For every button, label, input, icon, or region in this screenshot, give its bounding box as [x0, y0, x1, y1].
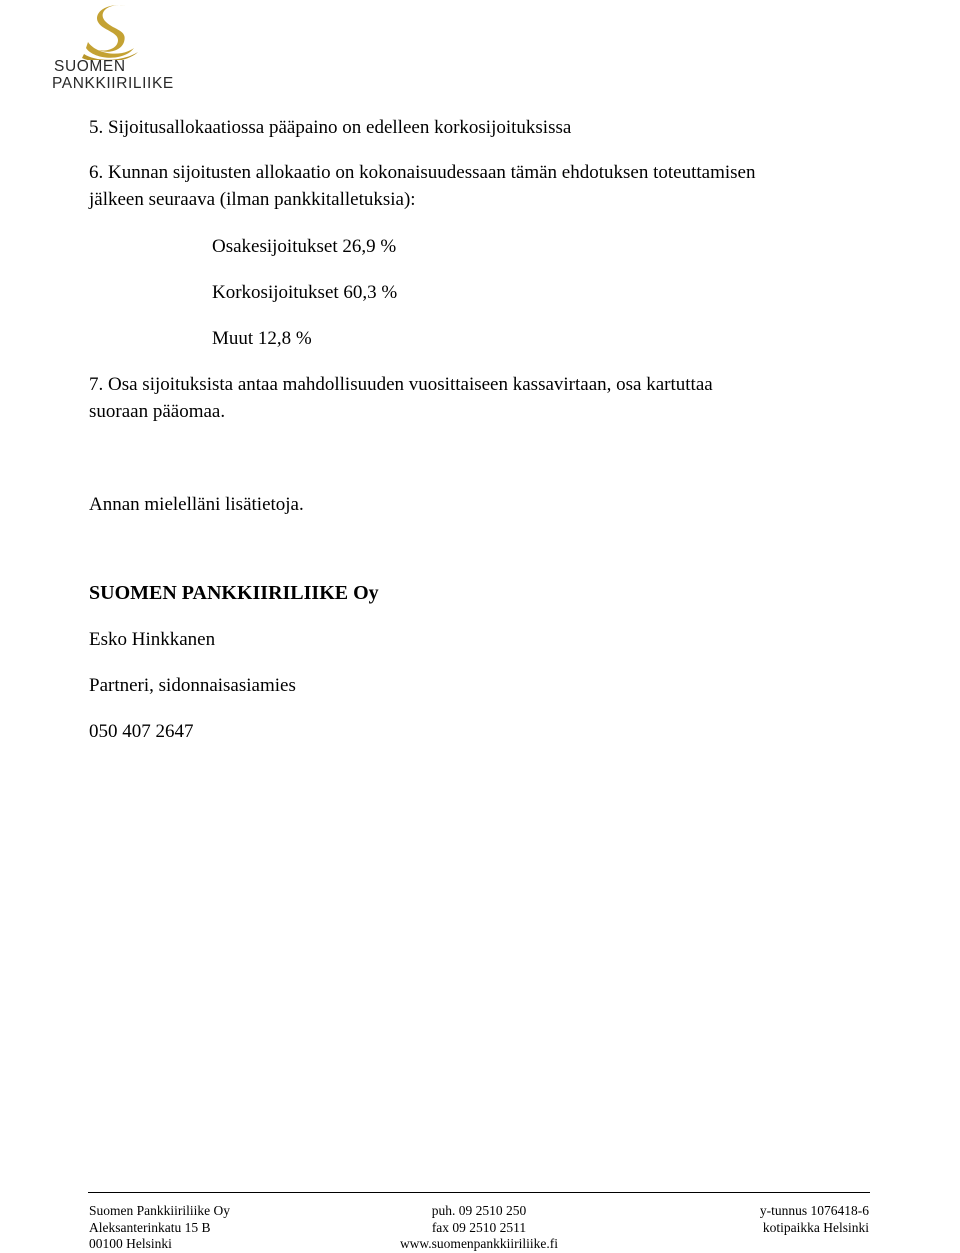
closing-text: Annan mielelläni lisätietoja. [89, 494, 304, 515]
item-6-text-line2: jälkeen seuraava (ilman pankkitalletuksia): [89, 189, 416, 210]
allocation-other: Muut 12,8 % [212, 328, 312, 349]
footer-left [89, 1203, 230, 1253]
signature-company: SUOMEN PANKKIIRILIIKE Oy [89, 582, 379, 604]
signature-title: Partneri, sidonnaisasiamies [89, 675, 296, 696]
footer-right [700, 1203, 869, 1236]
logo-text-line1: SUOMEN [54, 58, 126, 75]
signature-phone: 050 407 2647 [89, 721, 194, 742]
item-6-text-line1: 6. Kunnan sijoitusten allokaatio on kokonaisuudessaan tämän ehdotuksen toteuttamisen [89, 162, 756, 183]
footer-postal: 00100 Helsinki [89, 1236, 172, 1251]
footer-center [398, 1203, 560, 1253]
signature-name: Esko Hinkkanen [89, 629, 216, 650]
footer-company: Suomen Pankkiiriliike Oy [89, 1203, 230, 1218]
footer-divider [88, 1192, 870, 1193]
item-7-text-line2: suoraan pääomaa. [89, 401, 226, 422]
footer-business-id: y-tunnus 1076418-6 [759, 1203, 869, 1218]
allocation-fixed-income: Korkosijoitukset 60,3 % [212, 282, 398, 303]
item-7-text-line1: 7. Osa sijoituksista antaa mahdollisuuden vuosittaiseen kassavirtaan, osa kartuttaa [89, 374, 713, 395]
company-logo [52, 2, 182, 94]
logo-text-line2: PANKKIIRILIIKE [52, 75, 174, 92]
item-5-text: 5. Sijoitusallokaatiossa pääpaino on edelleen korkosijoituksissa [89, 117, 572, 138]
footer-domicile: kotipaikka Helsinki [762, 1219, 869, 1235]
footer-street: Aleksanterinkatu 15 B [89, 1219, 211, 1235]
logo-emblem-icon [80, 2, 142, 60]
footer-fax: fax 09 2510 2511 [431, 1219, 527, 1235]
footer-website-link[interactable]: www.suomenpankkiiriliike.fi [399, 1236, 559, 1251]
allocation-equities: Osakesijoitukset 26,9 % [212, 236, 397, 257]
footer-phone: puh. 09 2510 250 [431, 1203, 527, 1218]
